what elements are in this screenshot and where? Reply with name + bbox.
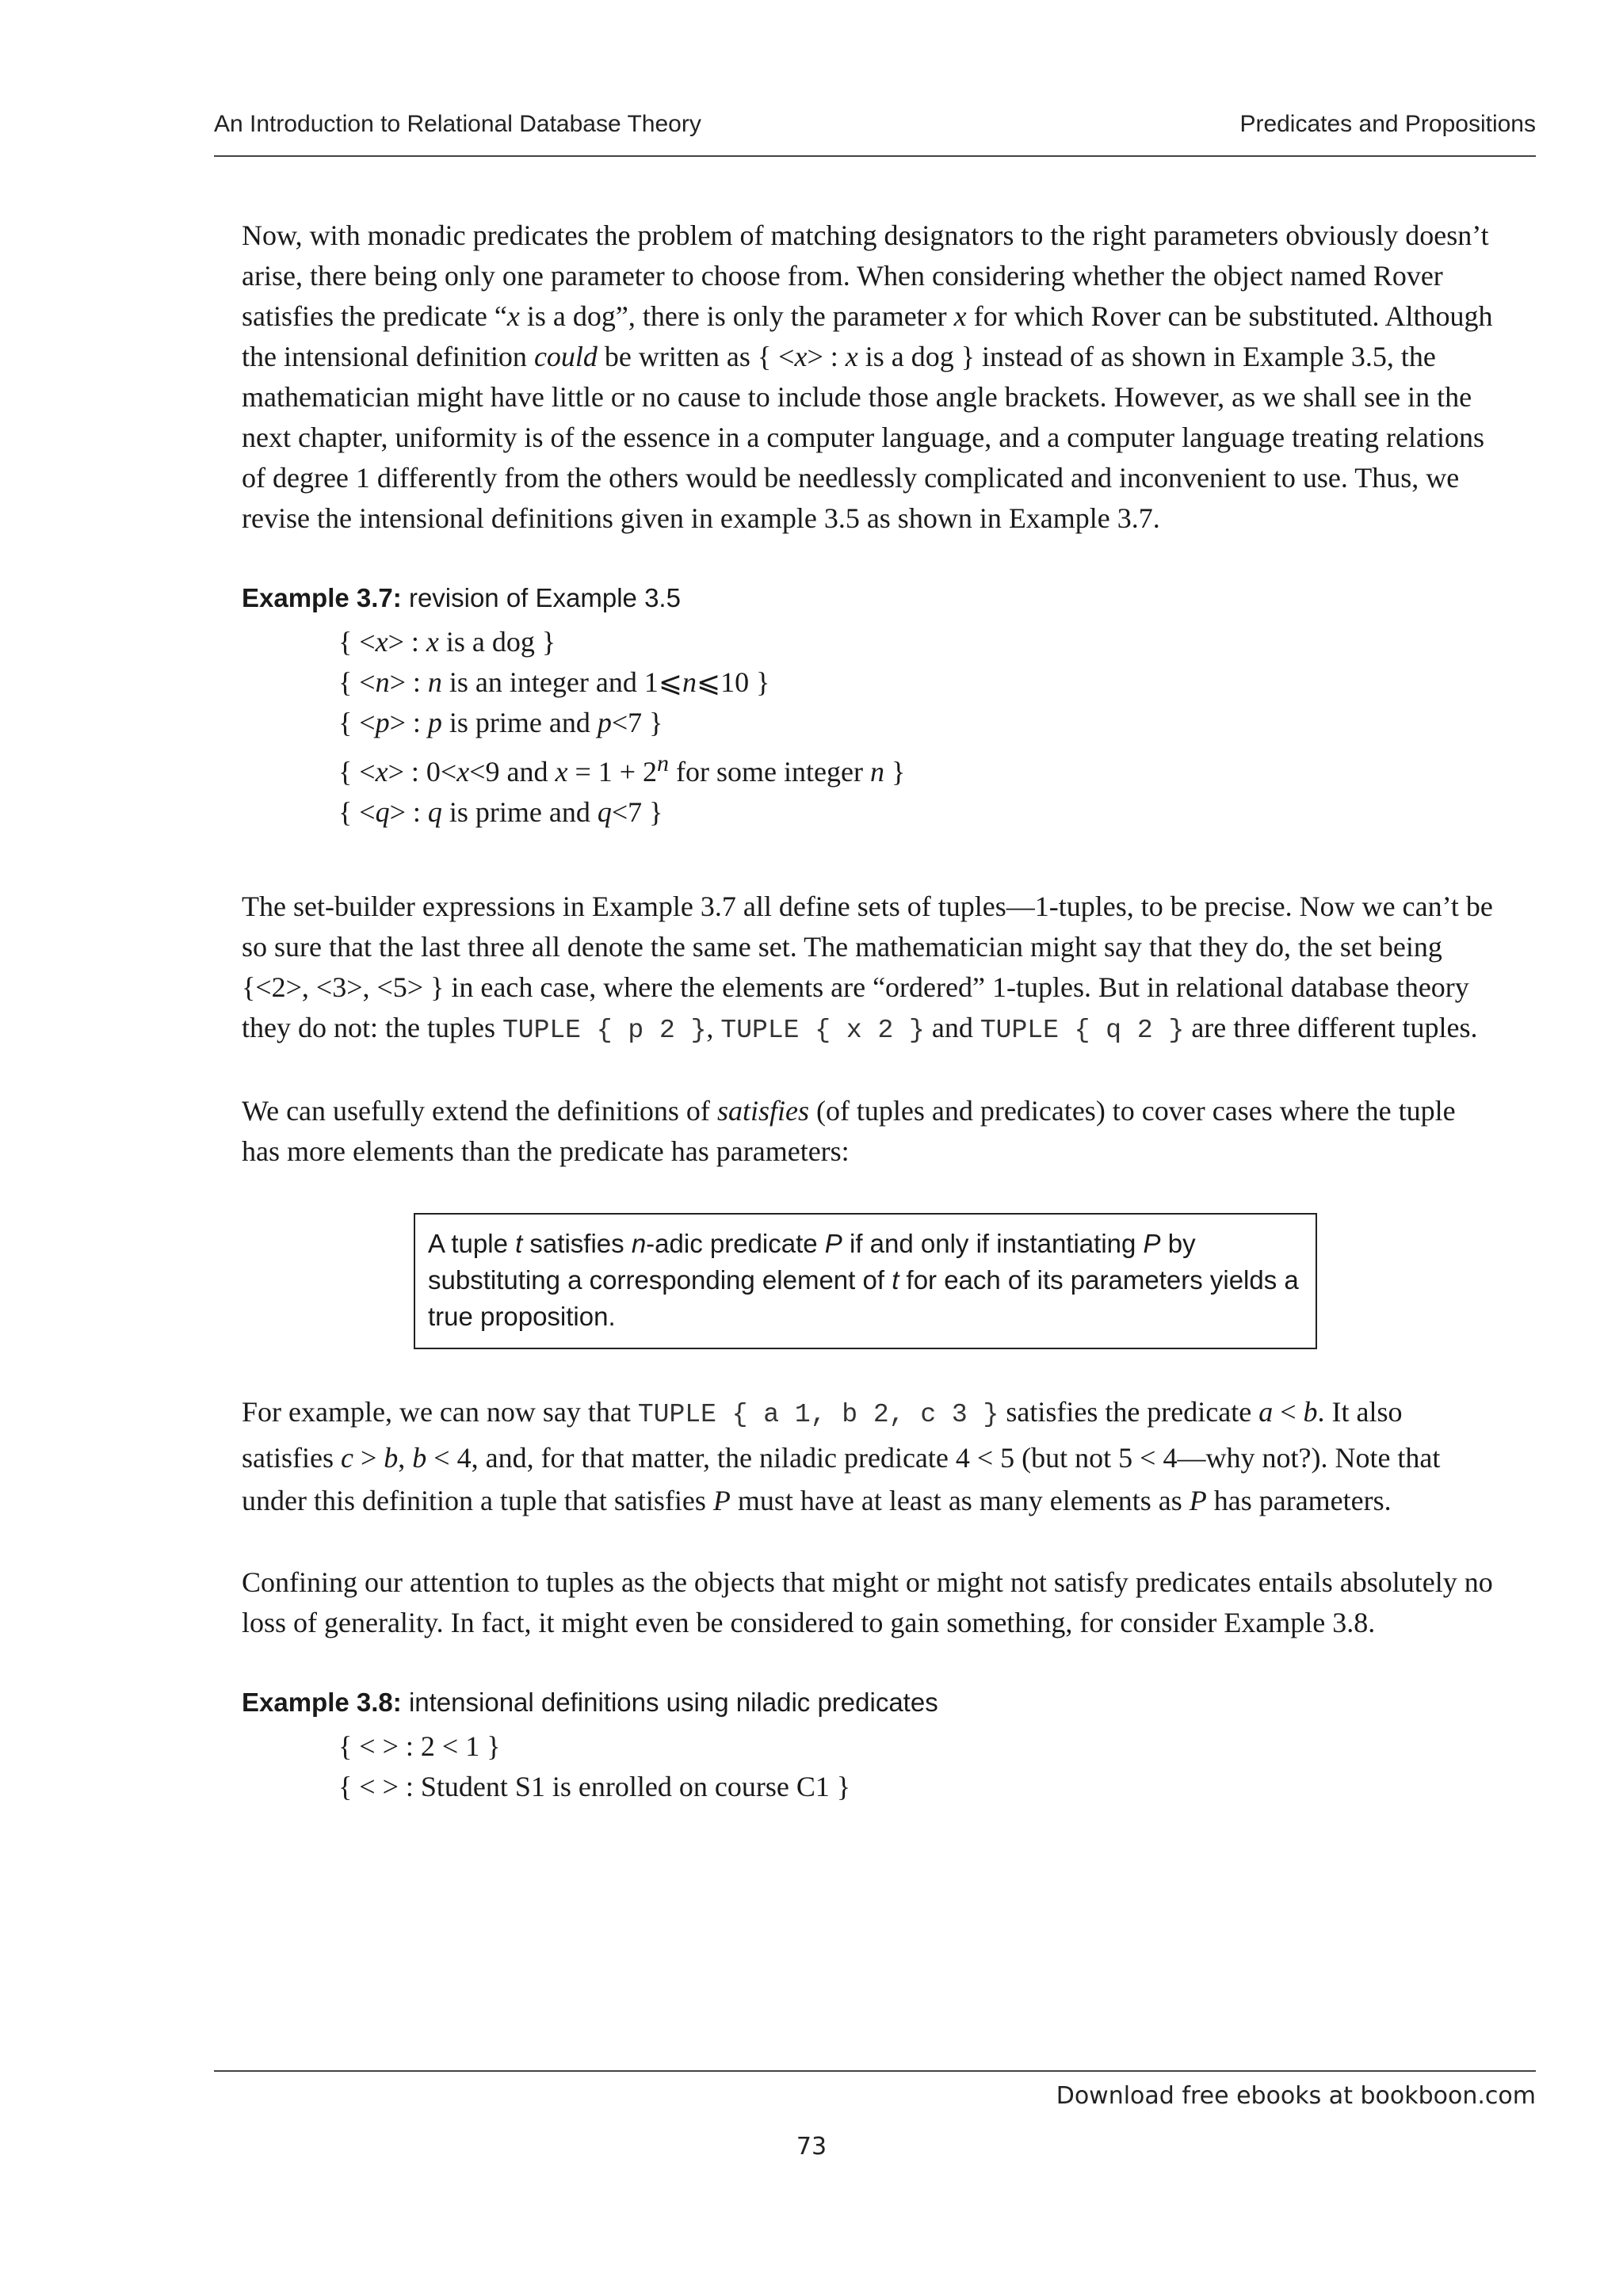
definition-box: A tuple t satisfies n-adic predicate P if and only if instantiating P by substituting a corresponding element of t for each of its parameters yields a true proposition. [414, 1213, 1317, 1349]
page-content [242, 215, 1500, 1807]
footer-download-link[interactable]: Download free ebooks at bookboon.com [1056, 2082, 1536, 2110]
paragraph-set-builder: The set-builder expressions in Example 3.7 all define sets of tuples—1-tuples, to be precise. Now we can’t be so sure that the last three all denote the same set. The mathematician might say that they do, the set being {<2>, <3>, <5> } in each case, where the elements are “ordered” 1-tuples. But in relational database theory they do not: the tuples TUPLE { p 2 }, TUPLE { x 2 } and TUPLE { q 2 } are three different tuples. [242, 891, 1493, 1045]
formula-integer: { <n> : n is an integer and 1⩽n⩽10 } [338, 666, 770, 698]
page-number: 73 [796, 2133, 827, 2161]
formula-niladic-1: { < > : 2 < 1 } [338, 1730, 501, 1762]
example-3-8-title: Example 3.8: intensional definitions using niladic predicates [242, 1688, 938, 1717]
formula-niladic-2: { < > : Student S1 is enrolled on course C1 } [338, 1771, 851, 1802]
paragraph-monadic-predicates: Now, with monadic predicates the problem of matching designators to the right parameters obviously doesn’t arise, there being only one parameter to choose from. When considering whether the object named Rover satisfies the predicate “x is a dog”, there is only the parameter x for which Rover can be substituted. Although the intensional definition could be written as { <x> : x is a dog } instead of as shown in Example 3.5, the mathematician might have little or no cause to include those angle brackets. However, as we shall see in the next chapter, uniformity is of the essence in a computer language, and a computer language treating relations of degree 1 differently from the others would be needlessly complicated and inconvenient to use. Thus, we revise the intensional definitions given in example 3.5 as shown in Example 3.7. [242, 219, 1493, 534]
formula-dog: { <x> : x is a dog } [338, 626, 556, 658]
example-3-7-formulas [242, 622, 1500, 833]
formula-prime-p: { <p> : p is prime and p<7 } [338, 707, 663, 738]
paragraph-extend-satisfies: We can usefully extend the definitions of satisfies (of tuples and predicates) to cover cases where the tuple has more elements than the predicate has parameters: [242, 1095, 1456, 1167]
page-header [214, 111, 1536, 157]
header-book-title: An Introduction to Relational Database Theory [214, 111, 701, 137]
formula-power: { <x> : 0<x<9 and $x = 1 + 2^n$ for some integer n } [338, 750, 906, 788]
paragraph-confining-attention: Confining our attention to tuples as the objects that might or might not satisfy predicates entails absolutely no loss of generality. In fact, it might even be considered to gain something, for consider Example 3.8. [242, 1566, 1493, 1638]
footer-divider [214, 2070, 1536, 2072]
example-3-8-formulas [242, 1726, 1500, 1807]
paragraph-for-example: For example, we can now say that TUPLE { a 1, b 2, c 3 } satisfies the predicate a < b. It also satisfies c > b, b < 4, and, for that matter, the niladic predicate 4 < 5 (but not 5 < 4—why not?). Note that under this definition a tuple that satisfies P must have at least as many elements as P has parameters. [242, 1396, 1441, 1516]
header-chapter-title: Predicates and Propositions [1239, 111, 1536, 137]
formula-prime-q: { <q> : q is prime and q<7 } [338, 796, 663, 828]
example-3-7-title: Example 3.7: revision of Example 3.5 [242, 583, 681, 612]
